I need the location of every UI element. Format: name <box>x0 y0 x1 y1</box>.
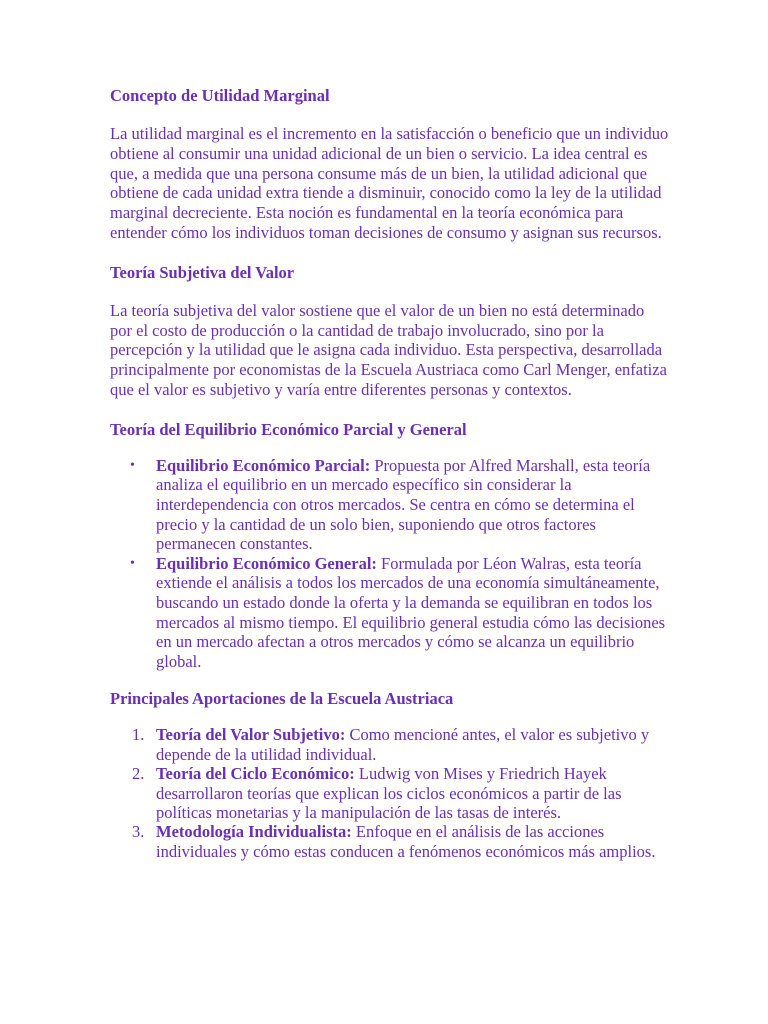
list-item <box>110 822 670 861</box>
list-item-text: Enfoque en el análisis de las acciones individuales y cómo estas conducen a fenómenos económicos más amplios. <box>156 822 656 861</box>
aportaciones-numbered-list <box>110 725 670 861</box>
list-item <box>110 456 670 554</box>
list-number: 3. <box>132 822 145 842</box>
section-heading-teoria-subjetiva: Teoría Subjetiva del Valor <box>110 262 295 282</box>
bullet-icon: • <box>130 457 135 473</box>
list-item <box>110 725 670 764</box>
section-heading-equilibrio: Teoría del Equilibrio Económico Parcial y General <box>110 419 467 439</box>
list-item-text: Ludwig von Mises y Friedrich Hayek desarrollaron teorías que explican los ciclos económicos a partir de las políticas monetarias y la manipulación de las tasas de interés. <box>156 764 622 822</box>
bullet-icon: • <box>130 555 135 571</box>
section-heading-utilidad-marginal: Concepto de Utilidad Marginal <box>110 86 330 105</box>
list-number: 2. <box>132 764 145 784</box>
list-item-term: Teoría del Ciclo Económico: <box>156 764 355 784</box>
list-item-term: Teoría del Valor Subjetivo: <box>156 725 346 745</box>
section-heading-escuela-austriaca: Principales Aportaciones de la Escuela Austriaca <box>110 689 454 709</box>
paragraph-utilidad-marginal: La utilidad marginal es el incremento en la satisfacción o beneficio que un individuo obtiene al consumir una unidad adicional de un bien o servicio. La idea central es que, a medida que una persona consume más de un bien, la utilidad adicional que obtiene de cada unidad extra tiende a disminuir, conocido como la ley de la utilidad marginal decreciente. Esta noción es fundamental en la teoría económica para entender cómo los individuos toman decisiones de consumo y asignan sus recursos. <box>110 124 669 242</box>
list-item-text: Formulada por Léon Walras, esta teoría extiende el análisis a todos los mercados de una economía simultáneamente, buscando un estado donde la oferta y la demanda se equilibran en todos los mercados al mismo tiempo. El equilibrio general estudia cómo las decisiones en un mercado afectan a otros mercados y cómo se alcanza un equilibrio global. <box>156 553 666 671</box>
list-item-term: Metodología Individualista: <box>156 822 352 842</box>
equilibrio-bullet-list <box>110 456 670 672</box>
list-item <box>110 554 670 672</box>
document-page <box>110 86 670 861</box>
list-number: 1. <box>132 725 145 745</box>
list-item-term: Equilibrio Económico Parcial: <box>156 455 371 475</box>
list-item-text: Como mencioné antes, el valor es subjetivo y depende de la utilidad individual. <box>156 725 650 764</box>
list-item-text: Propuesta por Alfred Marshall, esta teoría analiza el equilibrio en un mercado específico sin considerar la interdependencia con otros mercados. Se centra en cómo se determina el precio y la cantidad de un solo bien, suponiendo que otros factores permanecen constantes. <box>156 455 651 554</box>
paragraph-teoria-subjetiva: La teoría subjetiva del valor sostiene que el valor de un bien no está determinado por el costo de producción o la cantidad de trabajo involucrado, sino por la percepción y la utilidad que le asigna cada individuo. Esta perspectiva, desarrollada principalmente por economistas de la Escuela Austriaca como Carl Menger, enfatiza que el valor es subjetivo y varía entre diferentes personas y contextos. <box>110 300 667 399</box>
list-item <box>110 764 670 822</box>
list-item-term: Equilibrio Económico General: <box>156 553 377 573</box>
